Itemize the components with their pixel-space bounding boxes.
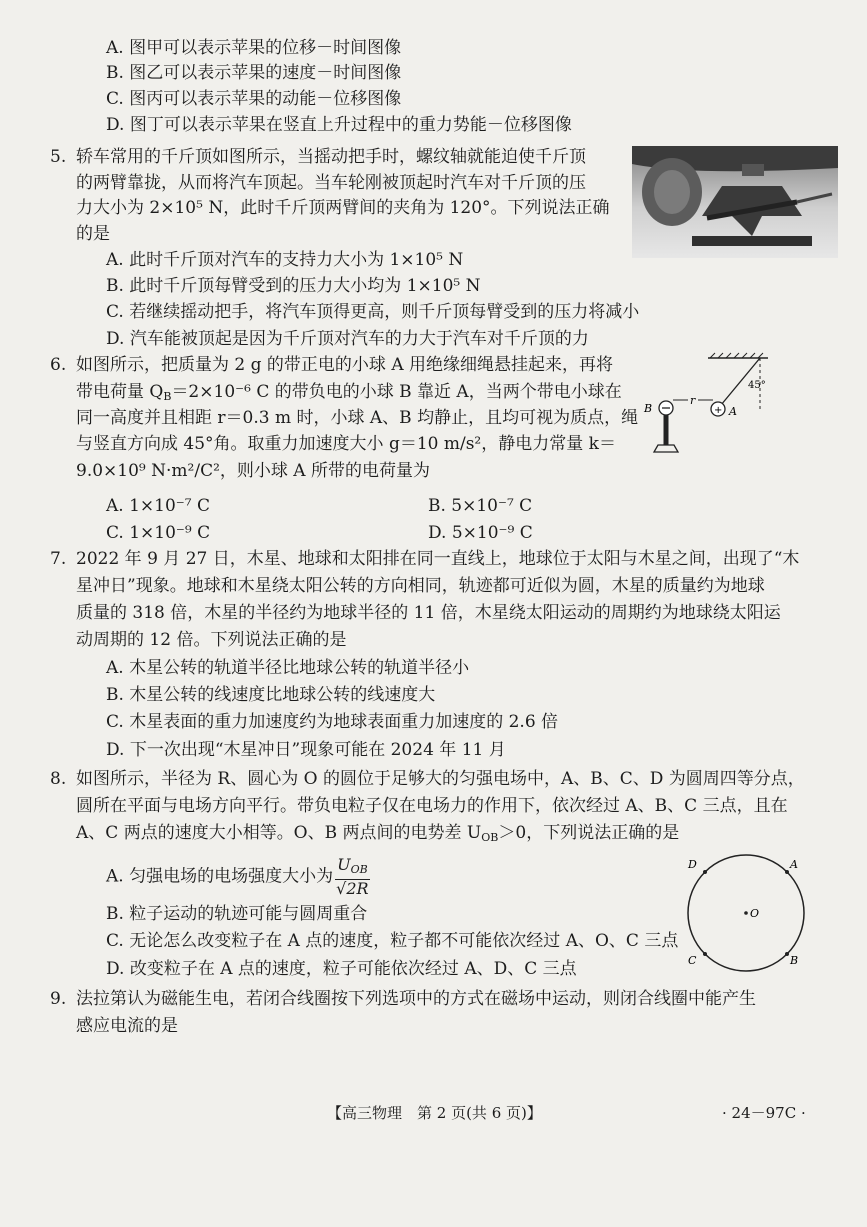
- q6-line-3: 同一高度并且相距 r＝0.3 m 时，小球 A、B 均静止，且均可视为质点，绳: [76, 408, 639, 428]
- q8-point-c-label: C: [688, 954, 697, 967]
- car-jack-photo: [632, 146, 838, 258]
- q7-number: 7.: [50, 549, 67, 569]
- q6-option-b: B. 5×10⁻⁷ C: [428, 496, 533, 516]
- q8-option-c: C. 无论怎么改变粒子在 A 点的速度，粒子都不可能依次经过 A、O、C 三点: [106, 931, 679, 951]
- q6-distance-label: r: [690, 394, 696, 407]
- q6-angle-label: 45°: [748, 380, 766, 391]
- q8-point-a-label: A: [790, 858, 798, 871]
- q6-option-c: C. 1×10⁻⁹ C: [106, 523, 211, 543]
- q8-option-a: [106, 856, 370, 898]
- q8-option-b: B. 粒子运动的轨迹可能与圆周重合: [106, 904, 368, 924]
- q5-line-3: 力大小为 2×10⁵ N，此时千斤顶两臂间的夹角为 120°。下列说法正确: [76, 198, 610, 218]
- q8-circle-figure: [676, 850, 816, 980]
- q6-option-d: D. 5×10⁻⁹ C: [428, 523, 533, 543]
- q8-point-b-label: B: [790, 954, 799, 967]
- q7-option-d: D. 下一次出现“木星冲日”现象可能在 2024 年 11 月: [106, 740, 506, 760]
- q9-line-2: 感应电流的是: [76, 1016, 178, 1036]
- q6-line-4: 与竖直方向成 45°角。取重力加速度大小 g＝10 m/s²，静电力常量 k＝: [76, 434, 616, 454]
- q8-option-a-prefix: A. 匀强电场的电场强度大小为: [106, 866, 334, 887]
- svg-text:+: +: [714, 405, 723, 416]
- q8-line-3: A、C 两点的速度大小相等。O、B 两点间的电势差 $U_{OB}>0$，下列说法正确的是: [76, 823, 680, 844]
- q7-option-c: C. 木星表面的重力加速度约为地球表面重力加速度的 2.6 倍: [106, 712, 559, 732]
- q8-fraction-denominator: √2R: [336, 879, 369, 898]
- q5-number: 5.: [50, 147, 67, 167]
- q8-line-1: 如图所示，半径为 R、圆心为 O 的圆位于足够大的匀强电场中，A、B、C、D 为圆周四等分点，: [76, 769, 805, 789]
- q6-number: 6.: [50, 355, 67, 375]
- q5-line-1: 轿车常用的千斤顶如图所示，当摇动把手时，螺纹轴就能迫使千斤顶: [76, 147, 586, 167]
- q6-ball-a-label: A: [729, 405, 737, 418]
- q7-line-4: 动周期的 12 倍。下列说法正确的是: [76, 630, 347, 650]
- q4-option-a: A. 图甲可以表示苹果的位移－时间图像: [106, 38, 402, 58]
- q6-option-a: A. 1×10⁻⁷ C: [106, 496, 210, 516]
- q6-line-2: 带电荷量 $Q_B=2\times 10^{-6}$ C 的带负电的小球 B 靠近 A，当两个带电小球在: [76, 382, 622, 403]
- q6-ball-b-label: B: [644, 402, 653, 415]
- q7-line-3: 质量的 318 倍，木星的半径约为地球半径的 11 倍，木星绕太阳运动的周期约为地球绕太阳运: [76, 603, 781, 623]
- q8-center-o-label: O: [750, 907, 760, 920]
- page-code: · 24－97C ·: [722, 1104, 806, 1122]
- q6-charged-balls-figure: [640, 352, 770, 462]
- q5-option-b: B. 此时千斤顶每臂受到的压力大小均为 1×10⁵ N: [106, 276, 481, 296]
- q8-fraction-numerator: $U_{OB}$: [335, 856, 370, 880]
- q9-line-1: 法拉第认为磁能生电，若闭合线圈按下列选项中的方式在磁场中运动，则闭合线圈中能产生: [76, 989, 756, 1009]
- page-footer: 【高三物理 第 2 页(共 6 页)】: [327, 1104, 542, 1122]
- q9-number: 9.: [50, 989, 67, 1009]
- q7-option-a: A. 木星公转的轨道半径比地球公转的轨道半径小: [106, 658, 470, 678]
- q5-option-d: D. 汽车能被顶起是因为千斤顶对汽车的力大于汽车对千斤顶的力: [106, 329, 589, 349]
- q4-option-c: C. 图丙可以表示苹果的动能－位移图像: [106, 89, 402, 109]
- q8-option-d: D. 改变粒子在 A 点的速度，粒子可能依次经过 A、D、C 三点: [106, 959, 577, 979]
- q5-line-4: 的是: [76, 224, 110, 244]
- q7-option-b: B. 木星公转的线速度比地球公转的线速度大: [106, 685, 436, 705]
- q7-line-2: 星冲日”现象。地球和木星绕太阳公转的方向相同，轨迹都可近似为圆，木星的质量约为地球: [76, 576, 765, 596]
- q8-number: 8.: [50, 769, 67, 789]
- q5-option-a: A. 此时千斤顶对汽车的支持力大小为 1×10⁵ N: [106, 250, 464, 270]
- q5-option-c: C. 若继续摇动把手，将汽车顶得更高，则千斤顶每臂受到的压力将减小: [106, 302, 640, 322]
- q6-line-1: 如图所示，把质量为 2 g 的带正电的小球 A 用绝缘细绳悬挂起来，再将: [76, 355, 613, 375]
- q4-option-b: B. 图乙可以表示苹果的速度－时间图像: [106, 63, 402, 83]
- q8-option-a-fraction: [335, 856, 370, 898]
- q8-line-2: 圆所在平面与电场方向平行。带负电粒子仅在电场力的作用下，依次经过 A、B、C 三点，且在: [76, 796, 788, 816]
- q7-line-1: 2022 年 9 月 27 日，木星、地球和太阳排在同一直线上，地球位于太阳与木星之间，出现了“木: [76, 549, 800, 569]
- q6-line-5: 9.0×10⁹ N·m²/C²，则小球 A 所带的电荷量为: [76, 461, 430, 481]
- q5-line-2: 的两臂靠拢，从而将汽车顶起。当车轮刚被顶起时汽车对千斤顶的压: [76, 173, 586, 193]
- car-jack-illustration: [632, 146, 838, 258]
- q8-point-d-label: D: [688, 858, 697, 871]
- q4-option-d: D. 图丁可以表示苹果在竖直上升过程中的重力势能－位移图像: [106, 115, 572, 135]
